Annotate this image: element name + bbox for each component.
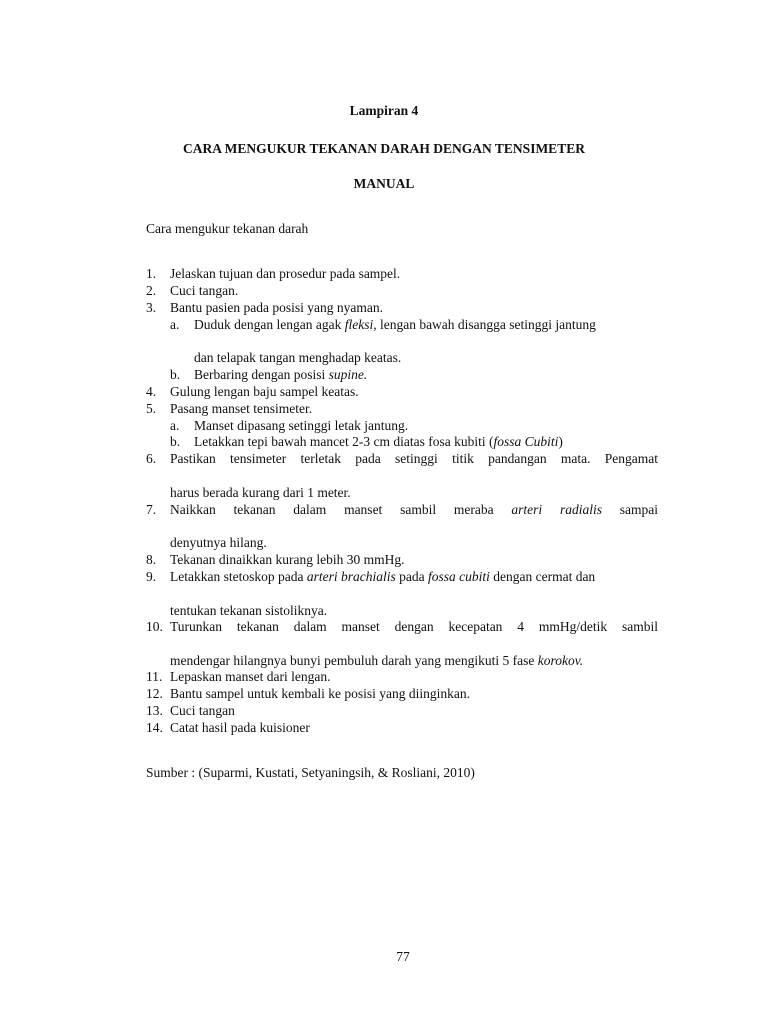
sub-item-text: Letakkan tepi bawah mancet 2-3 cm diatas fosa kubiti (fossa Cubiti)	[194, 434, 563, 449]
item-text: Bantu sampel untuk kembali ke posisi yang diinginkan.	[170, 686, 470, 701]
item-text: Lepaskan manset dari lengan.	[170, 669, 331, 684]
item-number: 6.	[146, 451, 157, 466]
appendix-label: Lampiran 4	[349, 103, 419, 118]
item-number: 9.	[146, 569, 157, 584]
item-text: Cuci tangan.	[170, 283, 239, 298]
item-text: Gulung lengan baju sampel keatas.	[170, 384, 359, 399]
item-number: 8.	[146, 552, 157, 567]
sub-item-text: Duduk dengan lengan agak fleksi, lengan bawah disangga setinggi jantung	[194, 317, 596, 332]
sub-item-letter: b.	[170, 367, 181, 382]
item-number: 7.	[146, 502, 157, 517]
item-number: 1.	[146, 266, 157, 281]
item-number: 2.	[146, 283, 157, 298]
item-number: 13.	[146, 703, 163, 718]
item-number: 14.	[146, 720, 163, 735]
item-text: Pasang manset tensimeter.	[170, 401, 313, 416]
item-text: Catat hasil pada kuisioner	[170, 720, 310, 735]
title-line-1: CARA MENGUKUR TEKANAN DARAH DENGAN TENSIMETER	[183, 141, 585, 156]
sub-item-continuation: dan telapak tangan menghadap keatas.	[194, 350, 402, 365]
item-text: Cuci tangan	[170, 703, 235, 718]
sub-item-letter: a.	[170, 418, 180, 433]
item-continuation: tentukan tekanan sistoliknya.	[170, 603, 328, 618]
title-line-2: MANUAL	[353, 176, 415, 191]
item-continuation: mendengar hilangnya bunyi pembuluh darah yang mengikuti 5 fase korokov.	[170, 653, 584, 668]
item-text: Pastikan tensimeter terletak pada setinggi titik pandangan mata. Pengamat	[170, 451, 658, 466]
item-number: 3.	[146, 300, 157, 315]
item-continuation: harus berada kurang dari 1 meter.	[170, 485, 351, 500]
page-number: 77	[396, 949, 410, 964]
item-text: Letakkan stetoskop pada arteri brachialis pada fossa cubiti dengan cermat dan	[170, 569, 596, 584]
item-text: Tekanan dinaikkan kurang lebih 30 mmHg.	[170, 552, 405, 567]
item-number: 12.	[146, 686, 163, 701]
item-text: Turunkan tekanan dalam manset dengan kecepatan 4 mmHg/detik sambil	[170, 619, 658, 634]
sub-item-letter: b.	[170, 434, 181, 449]
source-citation: Sumber : (Suparmi, Kustati, Setyaningsih, & Rosliani, 2010)	[146, 765, 475, 780]
item-text: Jelaskan tujuan dan prosedur pada sampel.	[170, 266, 401, 281]
item-number: 5.	[146, 401, 157, 416]
sub-item-letter: a.	[170, 317, 180, 332]
item-number: 11.	[146, 669, 163, 684]
item-number: 4.	[146, 384, 157, 399]
item-number: 10.	[146, 619, 163, 634]
item-text: Naikkan tekanan dalam manset sambil meraba arteri radialis sampai	[170, 502, 658, 517]
intro-text: Cara mengukur tekanan darah	[146, 221, 309, 236]
item-continuation: denyutnya hilang.	[170, 535, 267, 550]
item-text: Bantu pasien pada posisi yang nyaman.	[170, 300, 383, 315]
sub-item-text: Manset dipasang setinggi letak jantung.	[194, 418, 409, 433]
sub-item-text: Berbaring dengan posisi supine.	[194, 367, 368, 382]
